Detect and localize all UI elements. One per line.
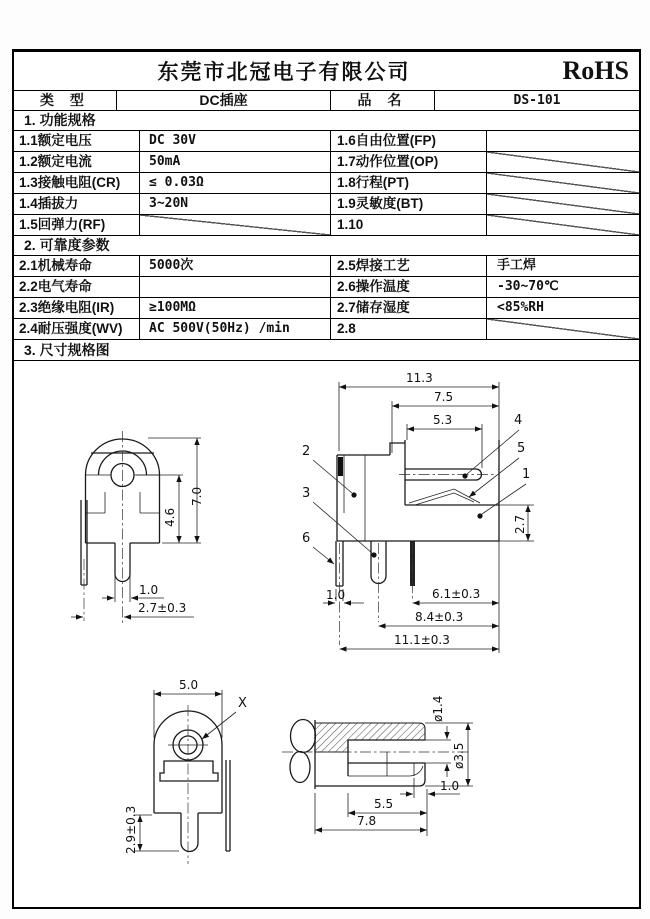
spec-value: <85%RH	[497, 300, 544, 315]
spec-label: 2.3绝缘电阻(IR)	[14, 298, 140, 318]
spec-label: 1.9灵敏度(BT)	[331, 194, 487, 214]
spec-label: 1.7动作位置(OP)	[331, 152, 487, 172]
dimension-drawings	[14, 361, 639, 911]
spec-value-na	[487, 319, 639, 339]
dimension-label: 1.0	[440, 779, 460, 793]
spec-label: 2.6操作温度	[331, 277, 487, 297]
spec-row	[14, 277, 639, 298]
section1-title: 1. 功能规格	[14, 111, 639, 131]
product-header-row	[14, 91, 639, 111]
spec-label: 1.8行程(PT)	[331, 173, 487, 193]
spec-label: 2.7储存湿度	[331, 298, 487, 318]
spec-row	[14, 173, 639, 194]
spec-value: -30~70℃	[497, 279, 559, 294]
callout-label: 6	[302, 531, 311, 546]
spec-value: DC 30V	[140, 131, 331, 151]
dimension-label: 7.8	[357, 814, 377, 828]
title-bar	[14, 52, 639, 91]
spec-row	[14, 319, 639, 340]
spec-label: 1.3接触电阻(CR)	[14, 173, 140, 193]
spec-label: 1.2额定电流	[14, 152, 140, 172]
callout-label: X	[238, 696, 247, 711]
spec-row	[14, 298, 639, 319]
callout-label: 5	[517, 441, 526, 456]
spec-label: 1.1额定电压	[14, 131, 140, 151]
spec-row	[14, 215, 639, 236]
spec-value	[487, 131, 639, 151]
product-name-label: 品 名	[331, 91, 435, 110]
spec-value: 50mA	[140, 152, 331, 172]
spec-label: 2.2电气寿命	[14, 277, 140, 297]
dimension-label: 1.0	[326, 588, 346, 602]
rohs-mark: RoHS	[562, 56, 629, 85]
dimension-label: 8.4±0.3	[415, 610, 464, 624]
dimension-drawings-svg	[14, 361, 643, 911]
dimension-label: 2.7	[513, 514, 527, 534]
spec-value-na	[487, 215, 639, 235]
spec-label: 1.4插拔力	[14, 194, 140, 214]
spec-label: 2.4耐压强度(WV)	[14, 319, 140, 339]
product-name-value: DS-101	[513, 93, 561, 108]
dimension-label: 4.6	[163, 507, 177, 527]
dimension-label: 2.9±0.3	[124, 805, 138, 854]
type-label: 类 型	[14, 91, 117, 110]
callout-label: 2	[302, 444, 311, 459]
dimension-label: 5.5	[374, 797, 394, 811]
spec-label: 2.1机械寿命	[14, 256, 140, 276]
spec-label: 1.5回弹力(RF)	[14, 215, 140, 235]
spec-label: 2.8	[331, 319, 487, 339]
spec-value-na	[487, 194, 639, 214]
front-view-drawing	[71, 431, 204, 623]
section2-title: 2. 可靠度参数	[14, 236, 639, 256]
spec-value: ≤ 0.03Ω	[140, 173, 331, 193]
spec-value-na	[487, 173, 639, 193]
spec-value: ≥100MΩ	[140, 298, 331, 318]
dimension-label: 11.3	[406, 371, 433, 385]
spec-row	[14, 194, 639, 215]
spec-value: 5000次	[140, 256, 331, 276]
dimension-label: 5.3	[433, 413, 453, 427]
spec-value: 3~20N	[140, 194, 331, 214]
spec-label: 1.10	[331, 215, 487, 235]
side-view-drawing	[302, 371, 534, 653]
spec-value: 手工焊	[497, 258, 537, 273]
company-name: 东莞市北冠电子有限公司	[157, 61, 411, 84]
plug-section-drawing	[282, 696, 473, 836]
callout-label: 3	[302, 486, 311, 501]
dimension-label: 11.1±0.3	[394, 633, 450, 647]
dimension-label: ø3.5	[452, 742, 466, 769]
spec-label: 2.5焊接工艺	[331, 256, 487, 276]
spec-row	[14, 152, 639, 173]
section3-title: 3. 尺寸规格图	[14, 340, 639, 361]
dimension-label: 6.1±0.3	[432, 587, 481, 601]
bottom-front-view-drawing	[124, 678, 247, 864]
spec-value: AC 500V(50Hz) /min	[140, 319, 331, 339]
dimension-label: 1.0	[139, 583, 159, 597]
spec-row	[14, 131, 639, 152]
dimension-label: 2.7±0.3	[138, 601, 187, 615]
type-value: DC插座	[117, 91, 331, 110]
callout-label: 4	[514, 413, 523, 428]
dimension-label: 7.0	[190, 486, 204, 506]
dimension-label: 7.5	[434, 390, 454, 404]
spec-value-na	[140, 215, 331, 235]
spec-label: 1.6自由位置(FP)	[331, 131, 487, 151]
spec-row	[14, 256, 639, 277]
page-frame	[12, 49, 641, 909]
dimension-label: 5.0	[179, 678, 199, 692]
spec-value	[140, 277, 331, 297]
dimension-label: ø1.4	[431, 695, 445, 722]
callout-label: 1	[522, 467, 531, 482]
spec-value-na	[487, 152, 639, 172]
